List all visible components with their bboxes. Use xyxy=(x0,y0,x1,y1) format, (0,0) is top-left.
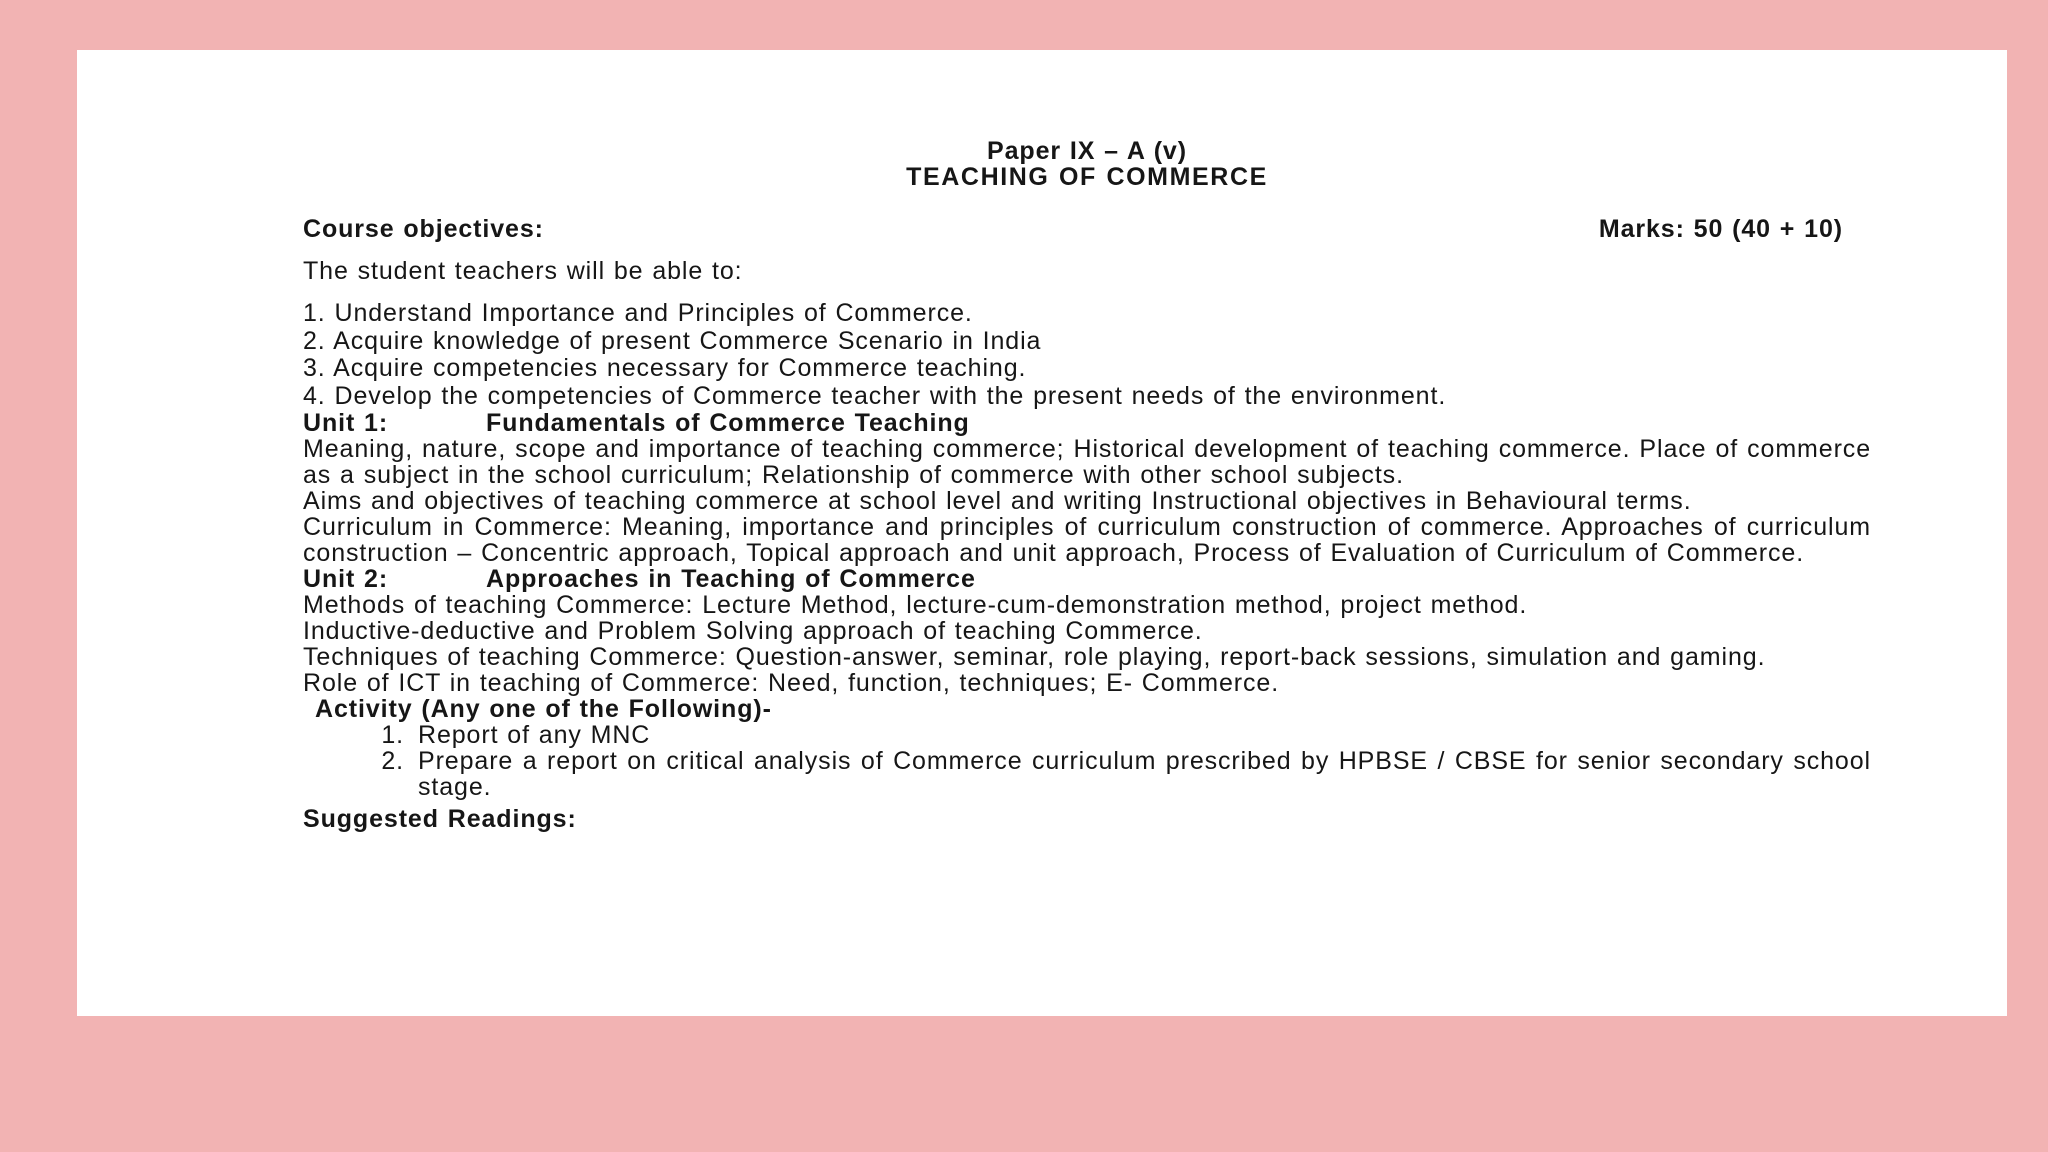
objectives-list xyxy=(303,300,1871,410)
paper-number: Paper IX – A (v) xyxy=(987,137,1187,165)
unit2-paragraph: Techniques of teaching Commerce: Question-answer, seminar, role playing, report-back sessions, simulation and gaming. xyxy=(303,643,1766,671)
objective-item: 1. Understand Importance and Principles of Commerce. xyxy=(303,299,973,327)
marks-label: Marks: 50 (40 + 10) xyxy=(1598,215,1843,243)
intro-text: The student teachers will be able to: xyxy=(303,257,743,285)
unit1-paragraph: Aims and objectives of teaching commerce at school level and writing Instructional objectives in Behavioural terms. xyxy=(303,487,1692,515)
objective-item: 3. Acquire competencies necessary for Commerce teaching. xyxy=(303,354,1027,382)
readings-heading: Suggested Readings: xyxy=(303,805,577,833)
unit2-heading xyxy=(303,566,1871,592)
objectives-heading: Course objectives: xyxy=(303,215,544,243)
unit1-paragraph: Meaning, nature, scope and importance of teaching commerce; Historical development of teaching commerce. Place of commerce as a subject in the school curriculum; Relationship of commerce with other school subjects. xyxy=(303,435,1871,489)
unit1-paragraph: Curriculum in Commerce: Meaning, importance and principles of curriculum construction of commerce. Approaches of curriculum construction – Concentric approach, Topical approach and unit approach, Process of Evaluation of Curriculum of Commerce. xyxy=(303,513,1871,567)
objective-item: 2. Acquire knowledge of present Commerce Scenario in India xyxy=(303,326,1042,355)
unit2-paragraph: Inductive-deductive and Problem Solving approach of teaching Commerce. xyxy=(303,617,1203,645)
unit1-label: Unit 1: xyxy=(303,409,389,437)
unit1-title: Fundamentals of Commerce Teaching xyxy=(486,409,970,437)
unit1-heading xyxy=(303,410,1871,436)
activity-item xyxy=(303,722,1871,748)
paper-title: TEACHING OF COMMERCE xyxy=(906,163,1268,191)
objective-item: 4. Develop the competencies of Commerce teacher with the present needs of the environment. xyxy=(303,381,1447,410)
activity-number: 1. xyxy=(381,721,404,749)
document-page xyxy=(77,50,2007,1016)
unit2-label: Unit 2: xyxy=(303,565,389,593)
document-title xyxy=(303,138,1871,190)
unit2-paragraph: Role of ICT in teaching of Commerce: Need, function, techniques; E- Commerce. xyxy=(303,669,1280,697)
activity-number: 2. xyxy=(381,747,404,775)
unit2-paragraph: Methods of teaching Commerce: Lecture Method, lecture-cum-demonstration method, project method. xyxy=(303,591,1528,619)
activity-item xyxy=(303,748,1871,800)
activity-text: Prepare a report on critical analysis of Commerce curriculum prescribed by HPBSE / CBSE for senior secondary school stage. xyxy=(418,747,1871,801)
document-content xyxy=(303,138,1871,832)
objectives-header-row xyxy=(303,216,1871,242)
activity-list xyxy=(303,722,1871,800)
activity-heading: Activity (Any one of the Following)- xyxy=(315,695,772,723)
activity-text: Report of any MNC xyxy=(418,721,651,749)
unit2-title: Approaches in Teaching of Commerce xyxy=(486,565,976,593)
